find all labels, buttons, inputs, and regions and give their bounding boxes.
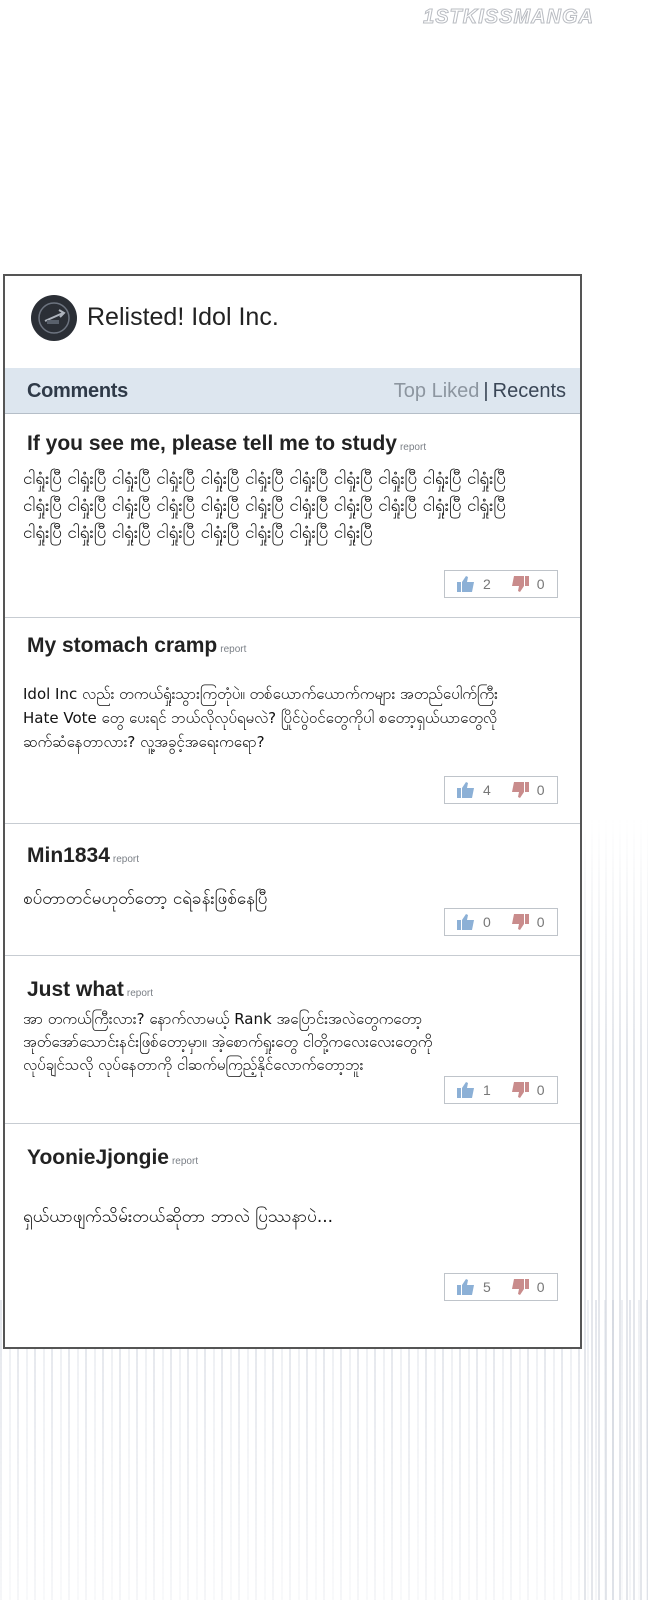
comment-author — [27, 432, 426, 456]
comments-bar — [5, 368, 580, 414]
thumbs-down-icon — [511, 1082, 529, 1098]
like-button[interactable] — [457, 1279, 491, 1295]
like-button[interactable] — [457, 576, 491, 592]
panel-header — [5, 276, 580, 368]
like-count: 4 — [483, 782, 491, 798]
dislike-button[interactable] — [511, 782, 545, 798]
thumbs-up-icon — [457, 782, 475, 798]
comment-item — [5, 824, 580, 956]
author-name: If you see me, please tell me to study — [27, 432, 397, 455]
comment-author — [27, 844, 139, 868]
comments-panel — [3, 274, 582, 1349]
author-name: YoonieJjongie — [27, 1146, 169, 1169]
like-count: 1 — [483, 1082, 491, 1098]
thumbs-down-icon — [511, 1279, 529, 1295]
side-streaks — [584, 820, 648, 1600]
report-link[interactable]: report — [126, 988, 153, 999]
dislike-count: 0 — [536, 914, 545, 930]
comment-body: Idol Inc လည်း တကယ်ရှုံးသွားကြတုံပဲ။ တစ်ယောက်ယောက်ကများ အတည်ပေါက်ကြီး Hate Vote တွေ ပေးရင် ဘယ်လိုလုပ်ရမလဲ? ပြိုင်ပွဲဝင်တွေကိုပါ စတော့ရှယ်ယာတွေလို ဆက်ဆံနေတာလား? လူ့အခွင့်အရေးကရော? — [23, 685, 503, 751]
sort-options — [394, 380, 566, 403]
app-title: Relisted! Idol Inc. — [87, 303, 279, 331]
comment-body: ငါရှုံးပြီ ငါရှုံးပြီ ငါရှုံးပြီ ငါရှုံးပြီ ငါရှုံးပြီ ငါရှုံးပြီ ငါရှုံးပြီ ငါရှုံးပြီ ငါရှုံးပြီ ငါရှုံးပြီ ငါရှုံးပြီ ငါရှုံးပြီ ငါရှုံးပြီ ငါရှုံးပြီ ငါရှုံးပြီ ငါရှုံးပြီ ငါရှုံးပြီ ငါရှုံးပြီ ငါရှုံးပြီ ငါရှုံးပြီ ငါရှုံးပြီ ငါရှုံးပြီ ငါရှုံးပြီ ငါရှုံးပြီ ငါရှုံးပြီ ငါရှုံးပြီ ငါရှုံးပြီ ငါရှုံးပြီ ငါရှုံးပြီ ငါရှုံးပြီ — [23, 469, 512, 543]
vote-box — [444, 908, 558, 936]
thumbs-up-icon — [457, 914, 475, 930]
dislike-count: 0 — [536, 1279, 545, 1295]
author-name: Min1834 — [27, 844, 110, 867]
dislike-count: 0 — [536, 782, 545, 798]
idol-inc-logo-icon — [31, 295, 77, 341]
dislike-button[interactable] — [511, 576, 545, 592]
dislike-button[interactable] — [511, 1279, 545, 1295]
report-link[interactable]: report — [220, 644, 247, 655]
report-link[interactable]: report — [112, 854, 139, 865]
sort-recents[interactable]: Recents — [492, 380, 566, 402]
comment-item — [5, 956, 580, 1124]
sort-separator: | — [483, 380, 489, 402]
comment-item — [5, 414, 580, 618]
thumbs-up-icon — [457, 576, 475, 592]
author-name: My stomach cramp — [27, 634, 218, 657]
thumbs-down-icon — [511, 782, 529, 798]
dislike-button[interactable] — [511, 914, 545, 930]
vote-box — [444, 776, 558, 804]
thumbs-up-icon — [457, 1082, 475, 1098]
like-count: 5 — [483, 1279, 491, 1295]
like-count: 0 — [483, 914, 491, 930]
thumbs-up-icon — [457, 1279, 475, 1295]
report-link[interactable]: report — [171, 1156, 199, 1167]
like-button[interactable] — [457, 914, 491, 930]
dislike-count: 0 — [536, 576, 545, 592]
thumbs-down-icon — [511, 914, 529, 930]
like-count: 2 — [483, 576, 491, 592]
like-button[interactable] — [457, 1082, 491, 1098]
comment-item — [5, 618, 580, 824]
author-name: Just what — [27, 978, 124, 1001]
vote-box — [444, 570, 558, 598]
watermark: 1STKISSMANGA — [423, 6, 594, 28]
comment-item — [5, 1124, 580, 1349]
dislike-button[interactable] — [511, 1082, 545, 1098]
comment-author — [27, 978, 153, 1002]
dislike-count: 0 — [536, 1082, 545, 1098]
comment-author — [27, 634, 246, 658]
report-link[interactable]: report — [399, 442, 427, 453]
vote-box — [444, 1076, 558, 1104]
sort-top-liked[interactable]: Top Liked — [393, 380, 480, 402]
comment-body: ရှယ်ယာဖျက်သိမ်းတယ်ဆိုတာ ဘာလဲ ပြဿနာပဲ... — [23, 1207, 334, 1227]
comment-author — [27, 1146, 198, 1170]
comment-body: စပ်တာတင်မဟုတ်တော့ ငရဲခန်းဖြစ်နေပြီ — [23, 889, 268, 909]
comments-label: Comments — [27, 380, 128, 402]
comment-body: အာ တကယ်ကြီးလား? နောက်လာမယ့် Rank အပြောင်းအလဲတွေကတော့ အုတ်အော်သောင်းနင်းဖြစ်တော့မှာ။ အဲ့စောက်ရှုးတွေ ငါတို့ကလေးလေးတွေကို လုပ်ချင်သလို လုပ်နေတာကို ငါဆက်မကြည့်နိုင်လောက်တော့ဘူး — [23, 1010, 438, 1074]
thumbs-down-icon — [511, 576, 529, 592]
vote-box — [444, 1273, 558, 1301]
like-button[interactable] — [457, 782, 491, 798]
